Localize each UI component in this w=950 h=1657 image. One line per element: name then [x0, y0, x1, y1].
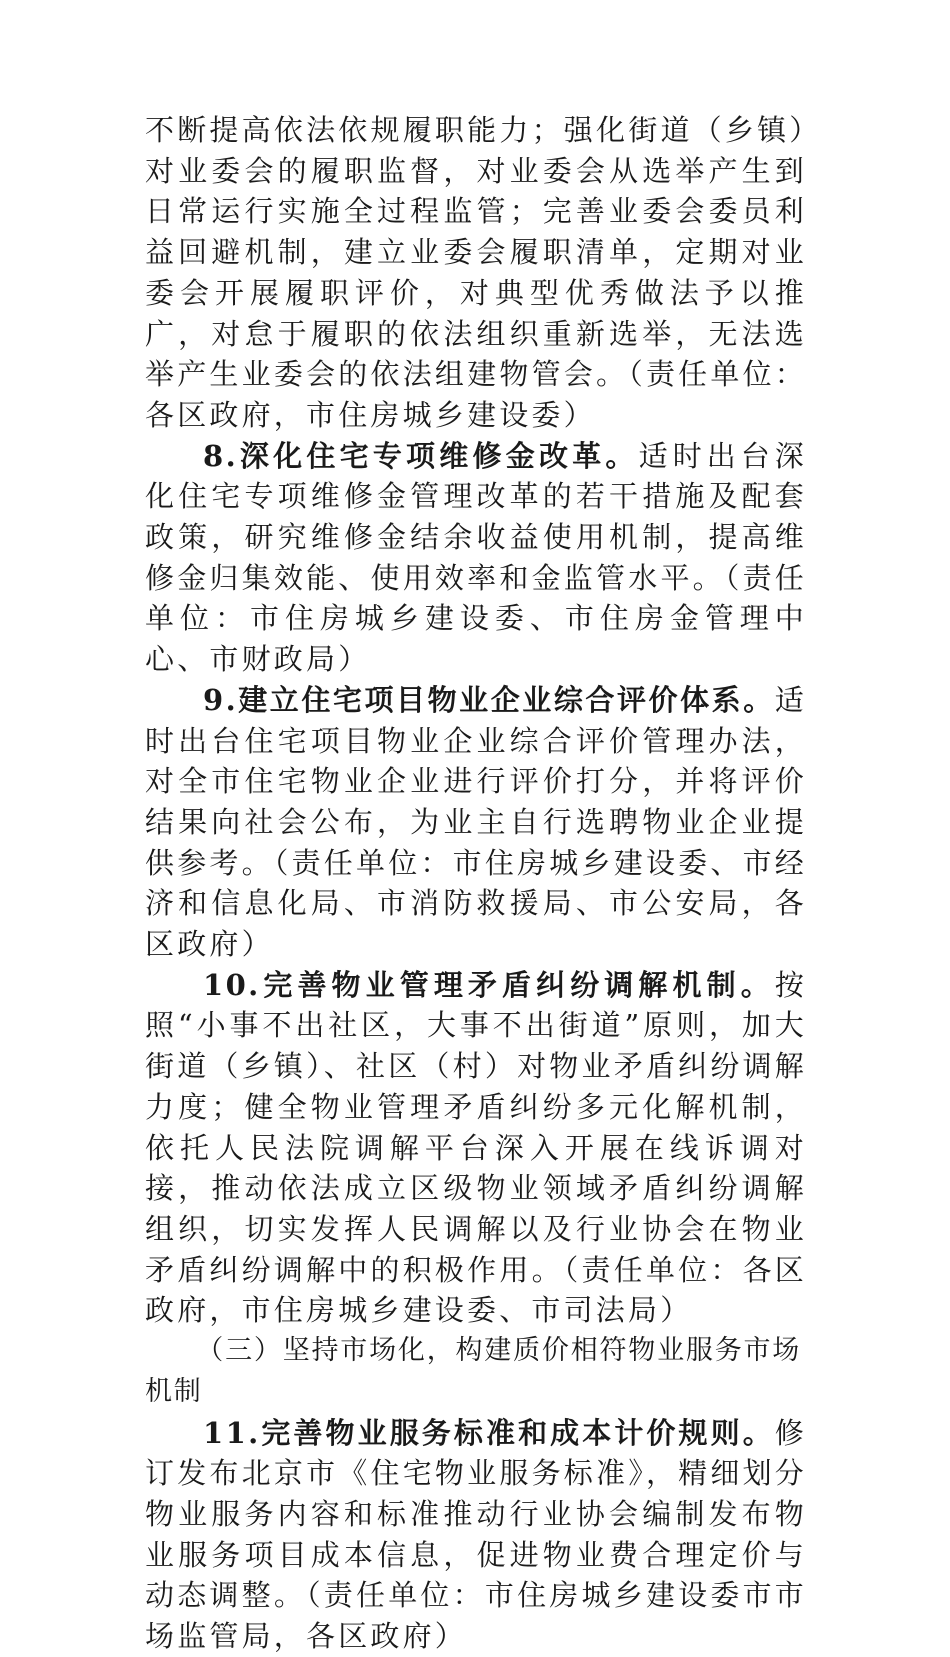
item-11-body: 修订发布北京市《住宅物业服务标准》，精细划分物业服务内容和标准推动行业协会编制发布物业服务项目成本信息，促进物业费合理定价与动态调整。（责任单位：市住房城乡建设委市市场监管局，各区政府） [145, 1415, 807, 1654]
item-11-paragraph [145, 1413, 807, 1657]
item-10-paragraph [145, 965, 807, 1331]
item-10-heading: 10.完善物业管理矛盾纠纷调解机制。 [203, 967, 775, 1002]
item-9-heading: 9.建立住宅项目物业企业综合评价体系。 [203, 682, 775, 717]
intro-paragraph: 不断提高依法依规履职能力；强化街道（乡镇）对业委会的履职监督，对业委会从选举产生到日常运行实施全过程监管；完善业委会委员利益回避机制，建立业委会履职清单，定期对业委会开展履职评价，对典型优秀做法予以推广，对怠于履职的依法组织重新选举，无法选举产生业委会的依法组建物管会。（责任单位：各区政府，市住房城乡建设委） [145, 113, 807, 432]
item-8-paragraph [145, 436, 807, 680]
item-11-heading: 11.完善物业服务标准和成本计价规则。 [203, 1415, 775, 1450]
section-heading: （三）坚持市场化，构建质价相符物业服务市场机制 [145, 1335, 802, 1407]
item-8-heading: 8.深化住宅专项维修金改革。 [203, 438, 639, 473]
item-10-body: 按照“小事不出社区，大事不出街道”原则，加大街道（乡镇）、社区（村）对物业矛盾纠纷调解力度；健全物业管理矛盾纠纷多元化解机制，依托人民法院调解平台深入开展在线诉调对接，推动依法成立区级物业领域矛盾纠纷调解组织，切实发挥人民调解以及行业协会在物业矛盾纠纷调解中的积极作用。（责任单位：各区政府，市住房城乡建设委、市司法局） [145, 967, 807, 1328]
item-9-paragraph [145, 680, 807, 965]
document-page [145, 110, 807, 1657]
item-8-body: 适时出台深化住宅专项维修金管理改革的若干措施及配套政策，研究维修金结余收益使用机制，提高维修金归集效能、使用效率和金监管水平。（责任单位：市住房城乡建设委、市住房金管理中心、市财政局） [145, 438, 807, 677]
item-9-body: 适时出台住宅项目物业企业综合评价管理办法，对全市住宅物业企业进行评价打分，并将评价结果向社会公布，为业主自行选聘物业企业提供参考。（责任单位：市住房城乡建设委、市经济和信息化局、市消防救援局、市公安局，各区政府） [145, 682, 807, 962]
